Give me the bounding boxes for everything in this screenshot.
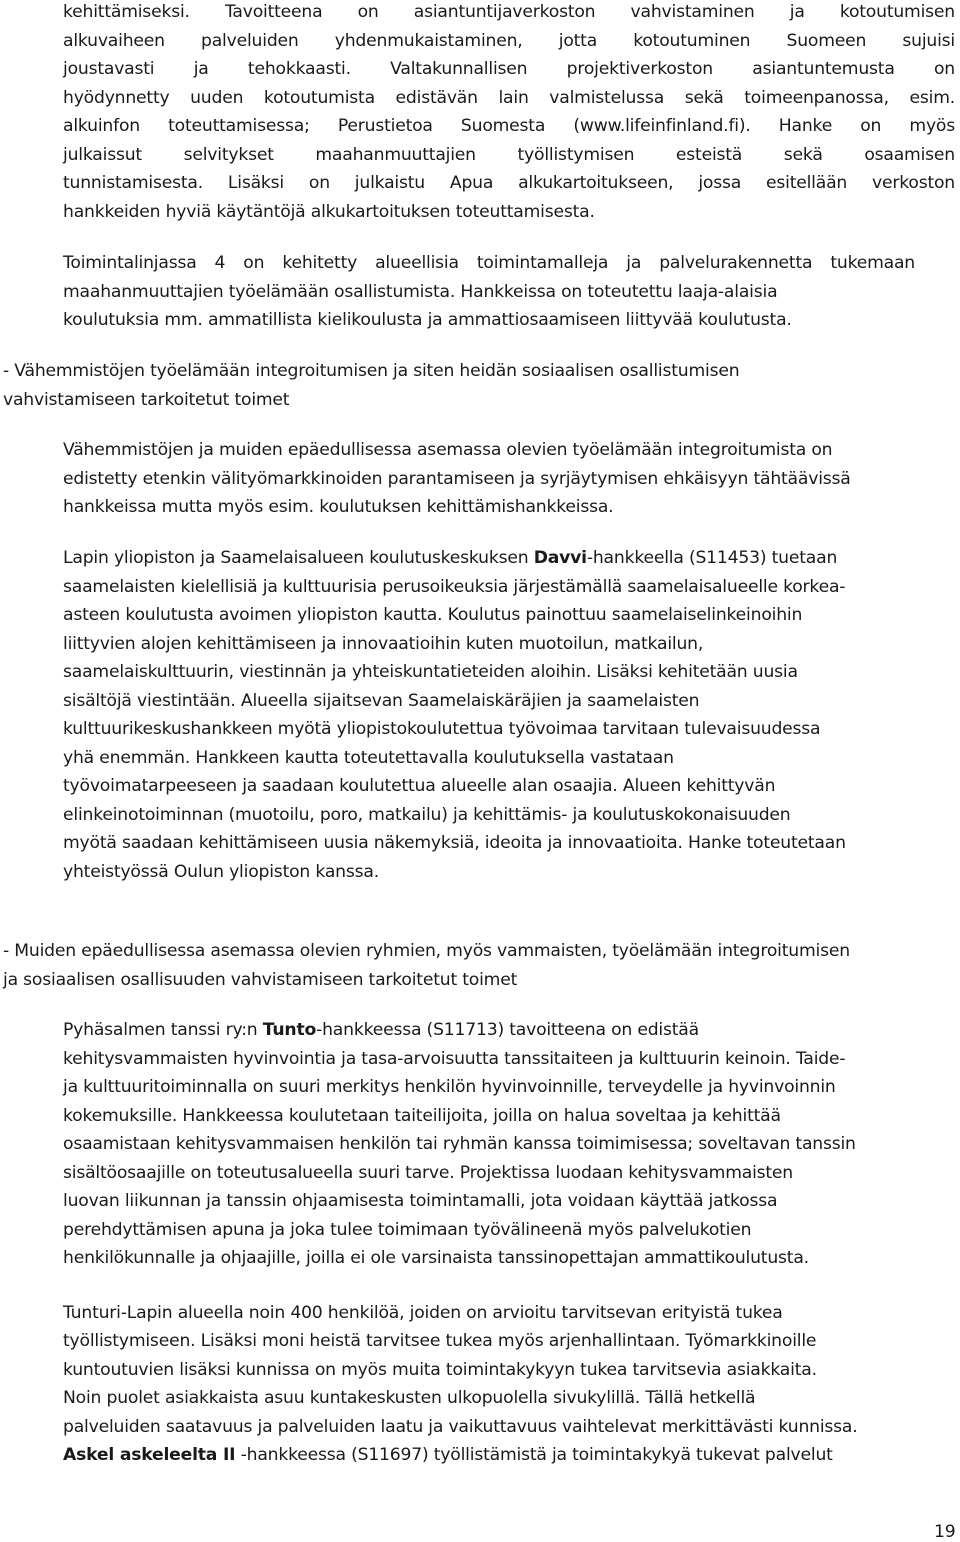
text-line: saamelaiskulttuurin, viestinnän ja yhteiskuntatieteiden aloihin. Lisäksi kehitetään uusia — [63, 662, 798, 682]
text-line: Noin puolet asiakkaista asuu kuntakeskusten ulkopuolella sivukylillä. Tällä hetkellä — [63, 1388, 756, 1408]
text-segment: Lapin yliopiston ja Saamelaisalueen koulutuskeskuksen — [63, 548, 534, 568]
text-line: ja kulttuuritoiminnalla on suuri merkitys henkilön hyvinvoinnille, terveydelle ja hyvinvoinnin — [63, 1077, 836, 1097]
text-line: Vähemmistöjen ja muiden epäedullisessa asemassa olevien työelämään integroitumista on — [63, 440, 833, 460]
project-name-tunto: Tunto — [262, 1020, 317, 1040]
text-line: työvoimatarpeeseen ja saadaan koulutettua alueelle alan osaajia. Alueen kehittyvän — [63, 776, 776, 796]
text-line: saamelaisten kielellisiä ja kulttuurisia perusoikeuksia järjestämällä saamelaisalueelle korkea- — [63, 577, 846, 597]
text-line: hankkeissa mutta myös esim. koulutuksen kehittämishankkeissa. — [63, 497, 614, 517]
text-line: perehdyttämisen apuna ja joka tulee toimimaan työvälineenä myös palvelukotien — [63, 1220, 752, 1240]
heading-line: vahvistamiseen tarkoitetut toimet — [3, 390, 290, 410]
page-number: 19 — [934, 1522, 956, 1542]
text-line: kehittämiseksi. Tavoitteena on asiantuntijaverkoston vahvistaminen ja kotoutumisen — [63, 2, 955, 22]
text-line: koulutuksia mm. ammatillista kielikoulusta ja ammattiosaamiseen liittyvää koulutusta. — [63, 310, 792, 330]
text-line: asteen koulutusta avoimen yliopiston kautta. Koulutus painottuu saamelaiselinkeinoihin — [63, 605, 803, 625]
text-line: maahanmuuttajien työelämään osallistumista. Hankkeissa on toteutettu laaja-alaisia — [63, 282, 778, 302]
text-line: alkuinfon toteuttamisessa; Perustietoa Suomesta (www.lifeinfinland.fi). Hanke on myös — [63, 116, 955, 136]
text-line: luovan liikunnan ja tanssin ohjaamisesta toimintamalli, jota voidaan käyttää jatkossa — [63, 1191, 778, 1211]
text-line: liittyvien alojen kehittämiseen ja innovaatioihin kuten muotoilun, matkailun, — [63, 634, 704, 654]
text-line: myötä saadaan kehittämiseen uusia näkemyksiä, ideoita ja innovaatioita. Hanke toteutetaan — [63, 833, 846, 853]
text-line: kokemuksille. Hankkeessa koulutetaan taiteilijoita, joilla on halua soveltaa ja kehittää — [63, 1106, 781, 1126]
text-line — [63, 1020, 699, 1040]
text-line: Tunturi-Lapin alueella noin 400 henkilöä, joiden on arvioitu tarvitsevan erityistä tukea — [63, 1303, 783, 1323]
text-line: työllistymiseen. Lisäksi moni heistä tarvitsee tukea myös arjenhallintaan. Työmarkkinoille — [63, 1331, 817, 1351]
text-line: yhä enemmän. Hankkeen kautta toteutettavalla koulutuksella vastataan — [63, 748, 674, 768]
text-segment: -hankkeessa (S11713) tavoitteena on edistää — [316, 1020, 699, 1040]
text-line: sisältöosaajille on toteutusalueella suuri tarve. Projektissa luodaan kehitysvammaisten — [63, 1163, 794, 1183]
text-line: tunnistamisesta. Lisäksi on julkaistu Apua alkukartoitukseen, jossa esitellään verkoston — [63, 173, 955, 193]
text-line: joustavasti ja tehokkaasti. Valtakunnallisen projektiverkoston asiantuntemusta on — [63, 59, 955, 79]
text-line: hyödynnetty uuden kotoutumista edistävän lain valmistelussa sekä toimeenpanossa, esim. — [63, 88, 955, 108]
project-name-davvi: Davvi — [533, 548, 587, 568]
text-line: palveluiden saatavuus ja palveluiden laatu ja vaikuttavuus vaihtelevat merkittävästi kunnissa. — [63, 1417, 858, 1437]
heading-line: ja sosiaalisen osallisuuden vahvistamiseen tarkoitetut toimet — [3, 970, 518, 990]
text-segment: -hankkeessa (S11697) työllistämistä ja toimintakykyä tukevat palvelut — [235, 1445, 833, 1465]
text-line: edistetty etenkin välityömarkkinoiden parantamiseen ja syrjäytymisen ehkäisyyn tähtäävissä — [63, 469, 851, 489]
text-line — [63, 548, 837, 568]
text-segment: -hankkeella (S11453) tuetaan — [586, 548, 838, 568]
text-line: alkuvaiheen palveluiden yhdenmukaistaminen, jotta kotoutuminen Suomeen sujuisi — [63, 31, 955, 51]
text-line — [63, 1445, 833, 1465]
text-line: elinkeinotoiminnan (muotoilu, poro, matkailu) ja kehittämis- ja koulutuskokonaisuuden — [63, 805, 791, 825]
text-line: hankkeiden hyviä käytäntöjä alkukartoituksen toteuttamisesta. — [63, 202, 595, 222]
text-line: julkaissut selvitykset maahanmuuttajien työllistymisen esteistä sekä osaamisen — [63, 145, 955, 165]
text-segment: Pyhäsalmen tanssi ry:n — [63, 1020, 263, 1040]
heading-line: - Muiden epäedullisessa asemassa olevien ryhmien, myös vammaisten, työelämään integroitumisen — [3, 941, 850, 961]
text-line: yhteistyössä Oulun yliopiston kanssa. — [63, 862, 379, 882]
heading-line: - Vähemmistöjen työelämään integroitumisen ja siten heidän sosiaalisen osallistumisen — [3, 361, 740, 381]
text-line: osaamistaan kehitysvammaisen henkilön tai ryhmän kanssa toimimisessa; soveltavan tanssin — [63, 1134, 856, 1154]
text-line: sisältöjä viestintään. Alueella sijaitsevan Saamelaiskäräjien ja saamelaisten — [63, 691, 700, 711]
text-line: kehitysvammaisten hyvinvointia ja tasa-arvoisuutta tanssitaiteen ja kulttuurin keinoin. Taide- — [63, 1049, 846, 1069]
text-line: Toimintalinjassa 4 on kehitetty alueellisia toimintamalleja ja palvelurakennetta tukemaan — [63, 253, 915, 273]
text-line: kuntoutuvien lisäksi kunnissa on myös muita toimintakykyyn tukea tarvitsevia asiakkaita. — [63, 1360, 817, 1380]
text-line: henkilökunnalle ja ohjaajille, joilla ei ole varsinaista tanssinopettajan ammattikoulutusta. — [63, 1248, 809, 1268]
text-line: kulttuurikeskushankkeen myötä yliopistokoulutettua työvoimaa tarvitaan tulevaisuudessa — [63, 719, 821, 739]
project-name-askel-askeleelta: Askel askeleelta II — [63, 1445, 236, 1465]
